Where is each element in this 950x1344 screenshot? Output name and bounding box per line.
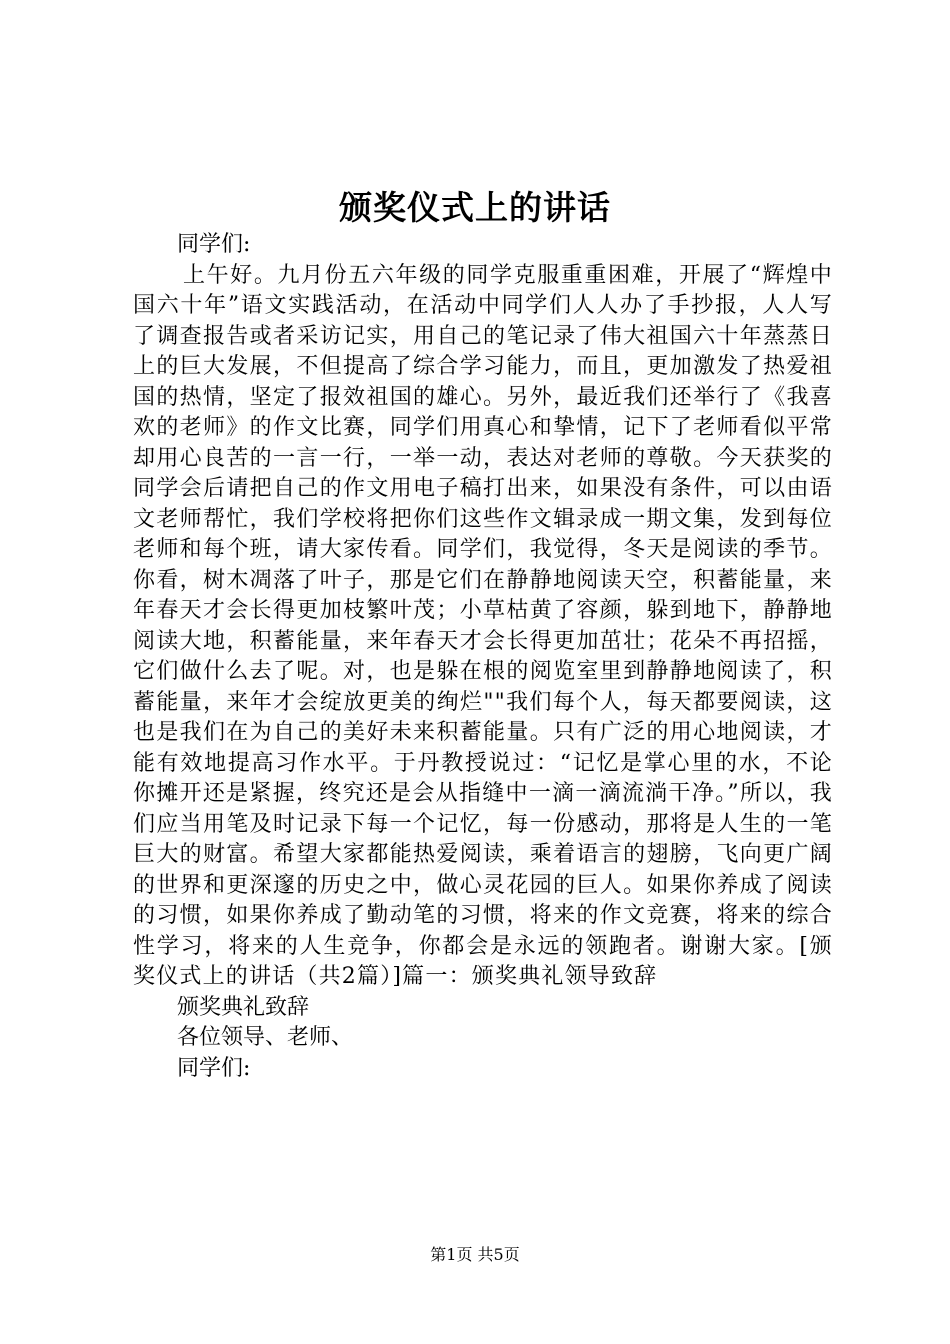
page-footer: 第1页 共5页 (430, 1245, 520, 1264)
document-title: 颁奖仪式上的讲话 (339, 188, 611, 227)
document-body (133, 230, 833, 1084)
subheading-line: 颁奖典礼致辞 (177, 994, 310, 1020)
salutation-line: 同学们: (177, 1055, 251, 1081)
greeting-line: 各位领导、老师、 (177, 1025, 354, 1050)
salutation: 同学们: (177, 232, 251, 257)
body-paragraph: 上午好。九月份五六年级的同学克服重重困难，开展了“辉煌中国六十年”语文实践活动，在活动中同学们人人办了手抄报，人人写了调查报告或者采访记实，用自己的笔记录了伟大祖国六十年蒸蒸日上的巨大发展，不但提高了综合学习能力，而且，更加激发了热爱祖国的热情，坚定了报效祖国的雄心。另外，最近我们还举行了《我喜欢的老师》的作文比赛，同学们用真心和挚情，记下了老师看似平常却用心良苦的一言一行，一举一动，表达对老师的尊敬。今天获奖的同学会后请把自己的作文用电子稿打出来，如果没有条件，可以由语文老师帮忙，我们学校将把你们这些作文辑录成一期文集，发到每位老师和每个班，请大家传看。同学们，我觉得，冬天是阅读的季节。你看，树木凋落了叶子，那是它们在静静地阅读天空，积蓄能量，来年春天才会长得更加枝繁叶茂；小草枯黄了容颜，躲到地下，静静地阅读大地，积蓄能量，来年春天才会长得更加茁壮；花朵不再招摇，它们做什么去了呢。对，也是躲在根的阅览室里到静静地阅读了，积蓄能量，来年才会绽放更美的绚烂""我们每个人，每天都要阅读，这也是我们在为自己的美好未来积蓄能量。只有广泛的用心地阅读，才能有效地提高习作水平。于丹教授说过：“记忆是掌心里的水，不论你摊开还是紧握，终究还是会从指缝中一滴一滴流淌干净。”所以，我们应当用笔及时记录下每一个记忆，每一份感动，那将是人生的一笔巨大的财富。希望大家都能热爱阅读，乘着语言的翅膀，飞向更广阔的世界和更深邃的历史之中，做心灵花园的巨人。如果你养成了阅读的习惯，如果你养成了勤动笔的习惯，将来的作文竞赛，将来的综合性学习，将来的人生竞争，你都会是永远的领跑者。谢谢大家。[颁奖仪式上的讲话（共2篇）]篇一：颁奖典礼领导致辞 (133, 262, 833, 989)
